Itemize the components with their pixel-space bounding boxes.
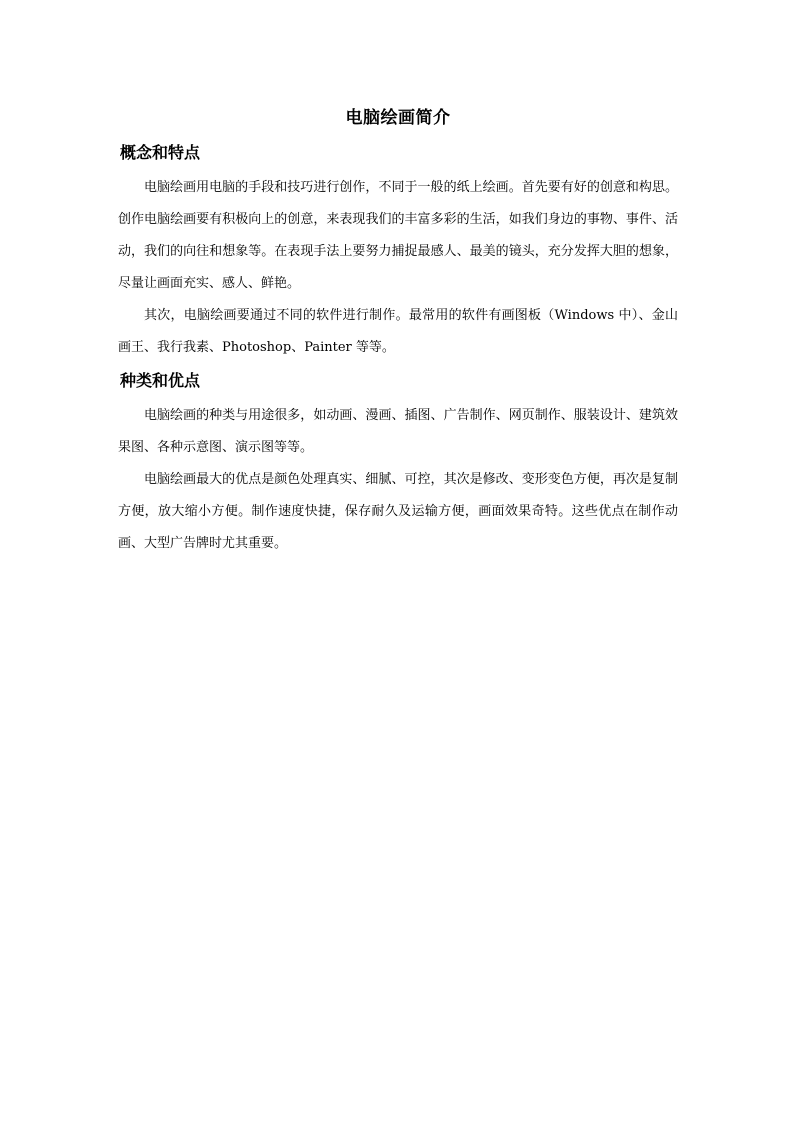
- paragraph: 其次，电脑绘画要通过不同的软件进行制作。最常用的软件有画图板（Windows 中）、金山画王、我行我素、Photoshop、Painter 等等。: [118, 308, 678, 355]
- section-heading: 概念和特点: [120, 143, 201, 162]
- section-heading: 种类和优点: [120, 371, 201, 390]
- document-title: 电脑绘画简介: [345, 108, 451, 128]
- section-types: [118, 368, 678, 560]
- paragraph: 电脑绘画的种类与用途很多，如动画、漫画、插图、广告制作、网页制作、服装设计、建筑效果图、各种示意图、演示图等等。: [118, 408, 678, 455]
- paragraph: 电脑绘画用电脑的手段和技巧进行创作，不同于一般的纸上绘画。首先要有好的创意和构思。创作电脑绘画要有积极向上的创意，来表现我们的丰富多彩的生活，如我们身边的事物、事件、活动，我们的向往和想象等。在表现手法上要努力捕捉最感人、最美的镜头，充分发挥大胆的想象，尽量让画面充实、感人、鲜艳。: [118, 180, 678, 291]
- paragraph: 电脑绘画最大的优点是颜色处理真实、细腻、可控，其次是修改、变形变色方便，再次是复制方便，放大缩小方便。制作速度快捷，保存耐久及运输方便，画面效果奇特。这些优点在制作动画、大型广告牌时尤其重要。: [118, 472, 678, 551]
- document-body: [118, 104, 678, 560]
- section-concept: [118, 140, 678, 364]
